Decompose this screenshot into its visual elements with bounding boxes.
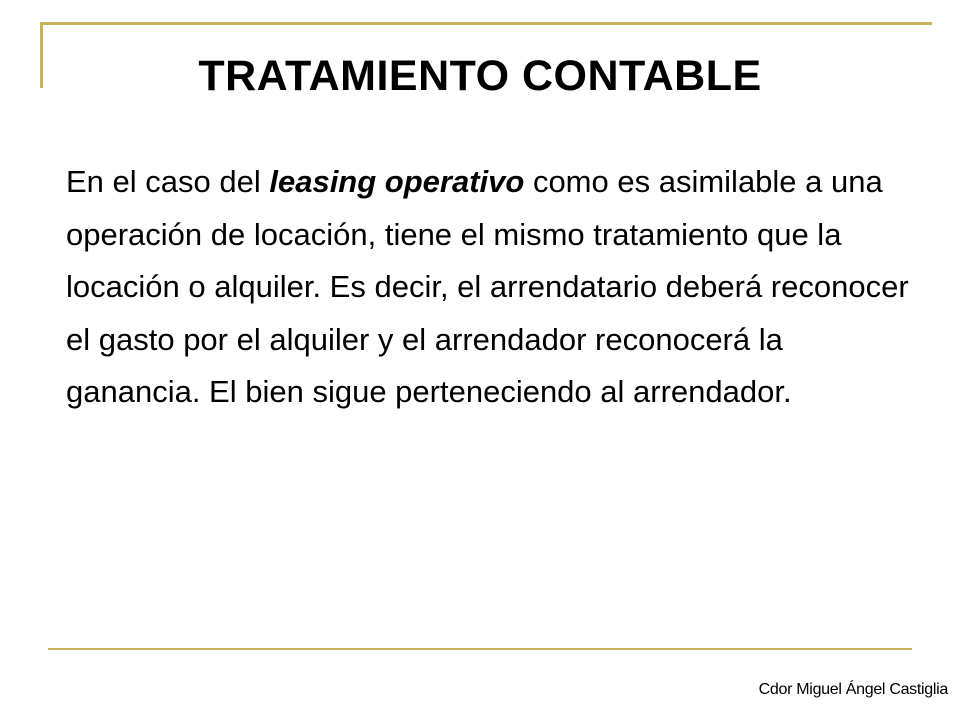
slide-body-paragraph [66,156,916,419]
body-text-intro: En el caso del [66,164,270,199]
body-emphasis-leasing-operativo: leasing operativo [269,164,525,199]
slide-title: TRATAMIENTO CONTABLE [198,52,762,100]
footer-author: Cdor Miguel Ángel Castiglia [758,681,948,698]
accent-top-horizontal-line [40,22,932,25]
body-text-rest: como es asimilable a una operación de locación, tiene el mismo tratamiento que la locación o alquiler. Es decir, el arrendatario deberá reconocer el gasto por el alquiler y el arrendador reconocerá la ganancia. El bien sigue perteneciendo al arrendador. [66,164,909,409]
footer-divider-line [48,648,912,650]
